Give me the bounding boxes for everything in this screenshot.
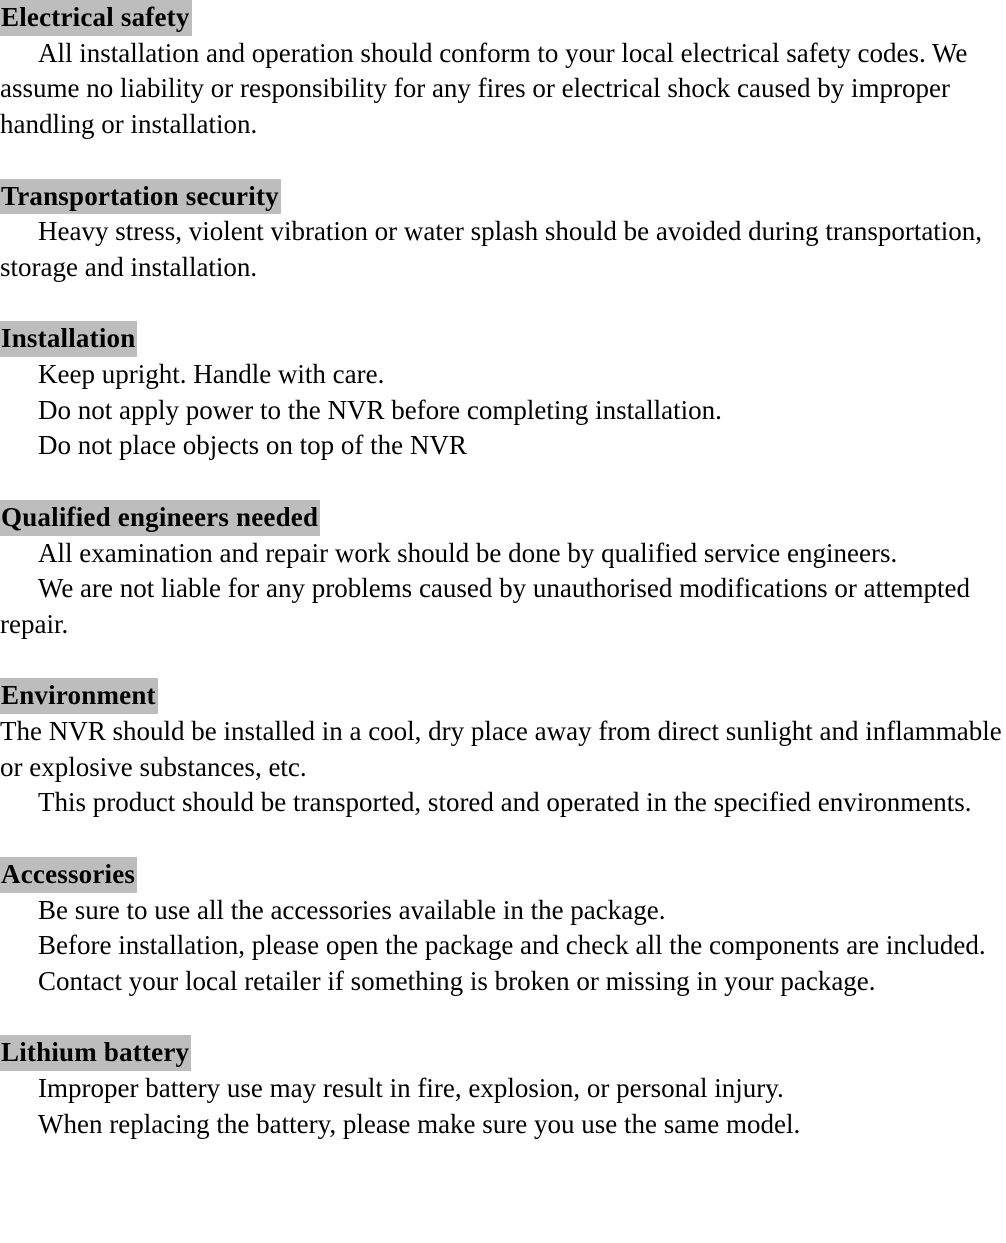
section-paragraph: Keep upright. Handle with care. — [38, 359, 385, 389]
section-heading: Qualified engineers needed — [0, 500, 320, 536]
section-paragraph: Do not apply power to the NVR before completing installation. — [38, 394, 722, 425]
section-paragraph: Do not place objects on top of the NVR — [38, 430, 467, 461]
section-transportation-security — [0, 179, 1006, 286]
section-lithium-battery — [0, 1035, 1006, 1142]
section-heading: Environment — [0, 678, 158, 714]
section-paragraph: Heavy stress, violent vibration or water splash should be avoided during transportation, storage and installation. — [0, 216, 983, 282]
section-paragraph: This product should be transported, stored and operated in the specified environments. — [38, 787, 972, 818]
section-paragraph: When replacing the battery, please make sure you use the same model. — [38, 1108, 801, 1139]
section-paragraph: The NVR should be installed in a cool, dry place away from direct sunlight and inflammable or explosive substances, etc. — [0, 716, 1002, 782]
section-paragraph: Before installation, please open the package and check all the components are included. — [38, 930, 986, 961]
section-installation — [0, 321, 1006, 464]
section-heading: Electrical safety — [0, 0, 192, 36]
section-paragraph: We are not liable for any problems caused by unauthorised modifications or attempted repair. — [0, 573, 971, 639]
section-paragraph: All examination and repair work should be done by qualified service engineers. — [38, 537, 898, 568]
section-qualified-engineers — [0, 500, 1006, 643]
section-paragraph: Be sure to use all the accessories available in the package. — [38, 894, 666, 925]
section-heading: Accessories — [0, 857, 137, 893]
section-heading: Lithium battery — [0, 1035, 191, 1071]
section-environment — [0, 678, 1006, 821]
section-heading: Installation — [0, 321, 137, 357]
section-electrical-safety — [0, 0, 1006, 143]
section-paragraph: All installation and operation should conform to your local electrical safety codes. We assume no liability or responsibility for any fires or electrical shock caused by improper handling or installation. — [0, 37, 968, 140]
section-accessories — [0, 857, 1006, 1000]
section-paragraph: Improper battery use may result in fire, explosion, or personal injury. — [38, 1073, 784, 1103]
section-heading: Transportation security — [0, 179, 281, 215]
section-paragraph: Contact your local retailer if something is broken or missing in your package. — [38, 965, 876, 996]
